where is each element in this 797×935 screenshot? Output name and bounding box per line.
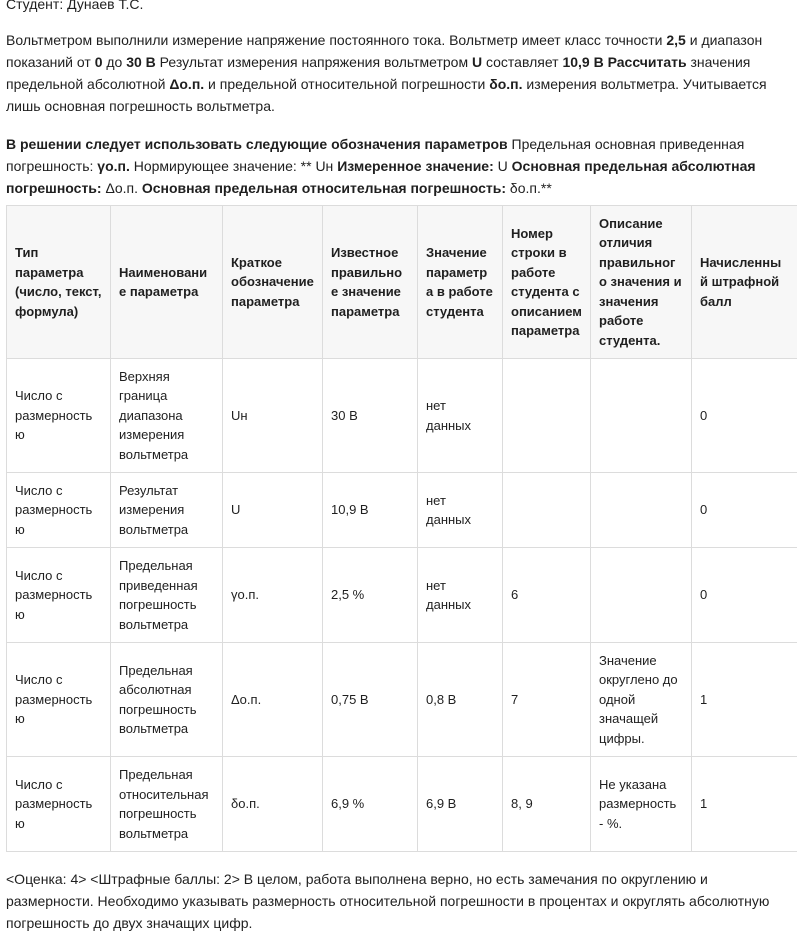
- cell-short-notation: Δо.п.: [223, 643, 323, 757]
- task-text: до: [102, 54, 127, 70]
- notation-paragraph: [6, 133, 796, 199]
- range-to: 30 В: [126, 54, 156, 70]
- cell-line-number: [503, 473, 591, 548]
- cell-difference: Не указана размерность - %.: [591, 757, 692, 852]
- task-text: и предельной относительной погрешности: [204, 76, 490, 92]
- notation-text: Δо.п.: [101, 180, 142, 196]
- cell-line-number: 8, 9: [503, 757, 591, 852]
- cell-difference: [591, 359, 692, 473]
- cell-penalty: 0: [692, 548, 797, 643]
- header-penalty: Начисленный штрафной балл: [692, 206, 797, 359]
- cell-short-notation: δо.п.: [223, 757, 323, 852]
- cell-line-number: 7: [503, 643, 591, 757]
- cell-penalty: 0: [692, 359, 797, 473]
- cell-student-value: 6,9 В: [418, 757, 503, 852]
- task-text: и диапазон показаний от: [6, 32, 763, 70]
- notation-text: Предельная основная приведенная погрешность:: [6, 136, 745, 174]
- cell-short-notation: Uн: [223, 359, 323, 473]
- cell-penalty: 1: [692, 757, 797, 852]
- task-text: измерения вольтметра. Учитывается лишь основная погрешность вольтметра.: [6, 76, 767, 114]
- student-name: Студент: Дунаев Т.С.: [6, 0, 144, 12]
- table-row: [7, 757, 797, 852]
- cell-line-number: 6: [503, 548, 591, 643]
- parameters-table: [6, 205, 797, 852]
- notation-text: δо.п.**: [506, 180, 552, 196]
- cell-short-notation: U: [223, 473, 323, 548]
- u-symbol: U: [471, 54, 483, 70]
- range-from: 0: [94, 54, 103, 70]
- cell-student-value: нет данных: [418, 473, 503, 548]
- cell-param-name: Результат измерения вольтметра: [111, 473, 223, 548]
- task-description: [6, 29, 796, 117]
- header-line-number: Номер строки в работе студента с описанием параметра: [503, 206, 591, 359]
- abs-symbol: Δо.п.: [169, 76, 205, 92]
- cell-param-name: Предельная абсолютная погрешность вольтметра: [111, 643, 223, 757]
- table-row: [7, 548, 797, 643]
- calc-word: Рассчитать: [607, 54, 687, 70]
- cell-param-name: Предельная приведенная погрешность вольтметра: [111, 548, 223, 643]
- cell-correct-value: 10,9 В: [323, 473, 418, 548]
- cell-param-type: Число с размерностью: [7, 643, 111, 757]
- table-header-row: [7, 206, 797, 359]
- header-param-type: Тип параметра (число, текст, формула): [7, 206, 111, 359]
- cell-correct-value: 6,9 %: [323, 757, 418, 852]
- task-text: значения предельной абсолютной: [6, 54, 751, 92]
- cell-difference: [591, 548, 692, 643]
- cell-correct-value: 30 В: [323, 359, 418, 473]
- task-text: Результат измерения напряжения вольтметром: [155, 54, 472, 70]
- cell-penalty: 0: [692, 473, 797, 548]
- table-row: [7, 359, 797, 473]
- notation-intro: В решении следует использовать следующие обозначения параметров: [6, 136, 508, 152]
- notation-text: U: [493, 158, 512, 174]
- task-text: Вольтметром выполнили измерение напряжение постоянного тока. Вольтметр имеет класс точности: [6, 32, 667, 48]
- cell-student-value: 0,8 В: [418, 643, 503, 757]
- header-student-value: Значение параметра в работе студента: [418, 206, 503, 359]
- cell-penalty: 1: [692, 643, 797, 757]
- cell-difference: [591, 473, 692, 548]
- header-short-notation: Краткое обозначение параметра: [223, 206, 323, 359]
- cell-param-type: Число с размерностью: [7, 548, 111, 643]
- header-difference: Описание отличия правильного значения и значения работе студента.: [591, 206, 692, 359]
- rel-label: Основная предельная относительная погрешность:: [141, 180, 507, 196]
- measured-label: Измеренное значение:: [337, 158, 494, 174]
- abs-label: Основная предельная абсолютная погрешность:: [6, 158, 756, 196]
- cell-student-value: нет данных: [418, 359, 503, 473]
- cell-difference: Значение округлено до одной значащей цифры.: [591, 643, 692, 757]
- cell-param-name: Предельная относительная погрешность вольтметра: [111, 757, 223, 852]
- u-value: 10,9 В: [562, 54, 604, 70]
- notation-gamma: γо.п.: [97, 158, 130, 174]
- cell-short-notation: γо.п.: [223, 548, 323, 643]
- cell-param-name: Верхняя граница диапазона измерения вольтметра: [111, 359, 223, 473]
- cell-param-type: Число с размерностью: [7, 757, 111, 852]
- notation-text: Нормирующее значение: ** Uн: [129, 158, 338, 174]
- document: [6, 0, 796, 934]
- accuracy-class: 2,5: [666, 32, 686, 48]
- cell-param-type: Число с размерностью: [7, 473, 111, 548]
- cell-param-type: Число с размерностью: [7, 359, 111, 473]
- table-row: [7, 473, 797, 548]
- task-text: составляет: [482, 54, 563, 70]
- result-summary: <Оценка: 4> <Штрафные баллы: 2> В целом, работа выполнена верно, но есть замечания по округлению и размерности. Необходимо указывать размерность относительной погрешности в процентах и округлять абсолютную погрешность до двух значащих цифр.: [6, 871, 770, 931]
- cell-correct-value: 2,5 %: [323, 548, 418, 643]
- cell-correct-value: 0,75 В: [323, 643, 418, 757]
- header-param-name: Наименование параметра: [111, 206, 223, 359]
- cell-line-number: [503, 359, 591, 473]
- cell-student-value: нет данных: [418, 548, 503, 643]
- table-row: [7, 643, 797, 757]
- header-correct-value: Известное правильное значение параметра: [323, 206, 418, 359]
- rel-symbol: δо.п.: [489, 76, 523, 92]
